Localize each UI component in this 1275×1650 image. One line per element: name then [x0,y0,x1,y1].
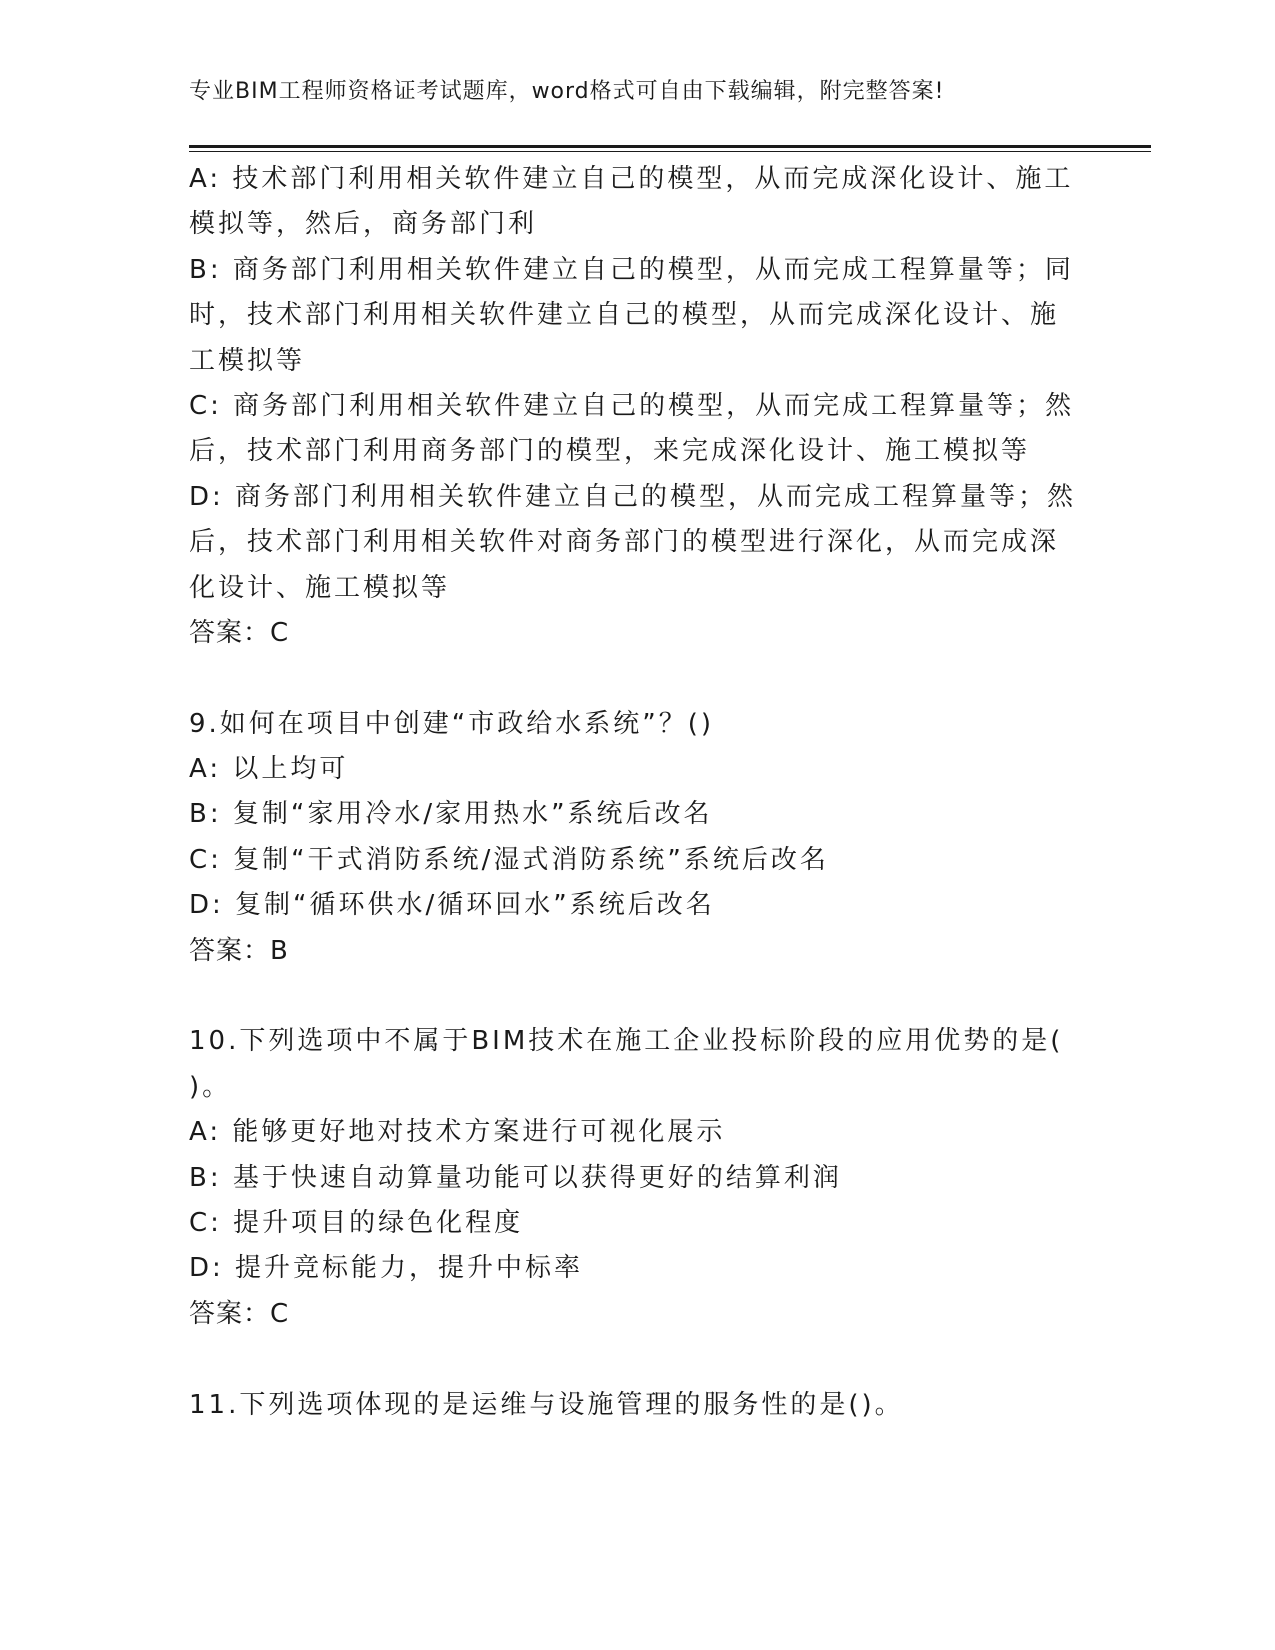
answer-label: 答案：C [189,1298,290,1329]
question-text: )。 [189,1071,232,1102]
header-divider-thin [189,151,1151,152]
option-line: 后，技术部门利用商务部门的模型，来完成深化设计、施工模拟等 [189,436,1031,467]
option-c [189,384,1094,475]
spacer [189,1337,1094,1382]
spacer [189,974,1094,1019]
spacer [189,656,1094,701]
option-line: C: 商务部门利用相关软件建立自己的模型，从而完成工程算量等；然 [189,390,1075,421]
option-d: D: 提升竞标能力，提升中标率 [189,1253,584,1284]
option-b: B: 复制“家用冷水/家用热水”系统后改名 [189,799,713,830]
option-a: A: 能够更好地对技术方案进行可视化展示 [189,1117,726,1148]
question-10 [189,1019,1094,1337]
option-line: 工模拟等 [189,345,306,376]
answer-label: 答案：B [189,935,289,966]
question-text: 9.如何在项目中创建“市政给水系统”？() [189,708,715,739]
option-line: B: 商务部门利用相关软件建立自己的模型，从而完成工程算量等；同 [189,254,1074,285]
question-11 [189,1383,1094,1428]
option-b: B: 基于快速自动算量功能可以获得更好的结算利润 [189,1162,842,1193]
option-c: C: 提升项目的绿色化程度 [189,1207,524,1238]
option-b [189,248,1094,384]
option-line: A: 技术部门利用相关软件建立自己的模型，从而完成深化设计、施工 [189,164,1074,194]
answer-label: 答案：C [189,617,290,648]
option-line: 后，技术部门利用相关软件对商务部门的模型进行深化，从而完成深 [189,527,1060,558]
page-header: 专业BIM工程师资格证考试题库，word格式可自由下载编辑，附完整答案! [189,79,945,104]
option-line: D: 商务部门利用相关软件建立自己的模型，从而完成工程算量等；然 [189,481,1077,512]
option-d: D: 复制“循环供水/循环回水”系统后改名 [189,890,715,921]
question-text: 10.下列选项中不属于BIM技术在施工企业投标阶段的应用优势的是( [189,1026,1064,1057]
header-divider-thick [189,145,1151,148]
question-9 [189,702,1094,974]
option-line: 化设计、施工模拟等 [189,572,451,603]
option-a: A: 以上均可 [189,754,349,785]
question-content [189,157,1094,1428]
option-c: C: 复制“干式消防系统/湿式消防系统”系统后改名 [189,844,829,875]
option-line: 时，技术部门利用相关软件建立自己的模型，从而完成深化设计、施 [189,300,1060,331]
option-line: 模拟等，然后，商务部门利 [189,209,538,240]
option-d [189,475,1094,611]
question-8 [189,157,1094,656]
question-text: 11.下列选项体现的是运维与设施管理的服务性的是()。 [189,1389,904,1420]
option-a [189,157,1094,248]
